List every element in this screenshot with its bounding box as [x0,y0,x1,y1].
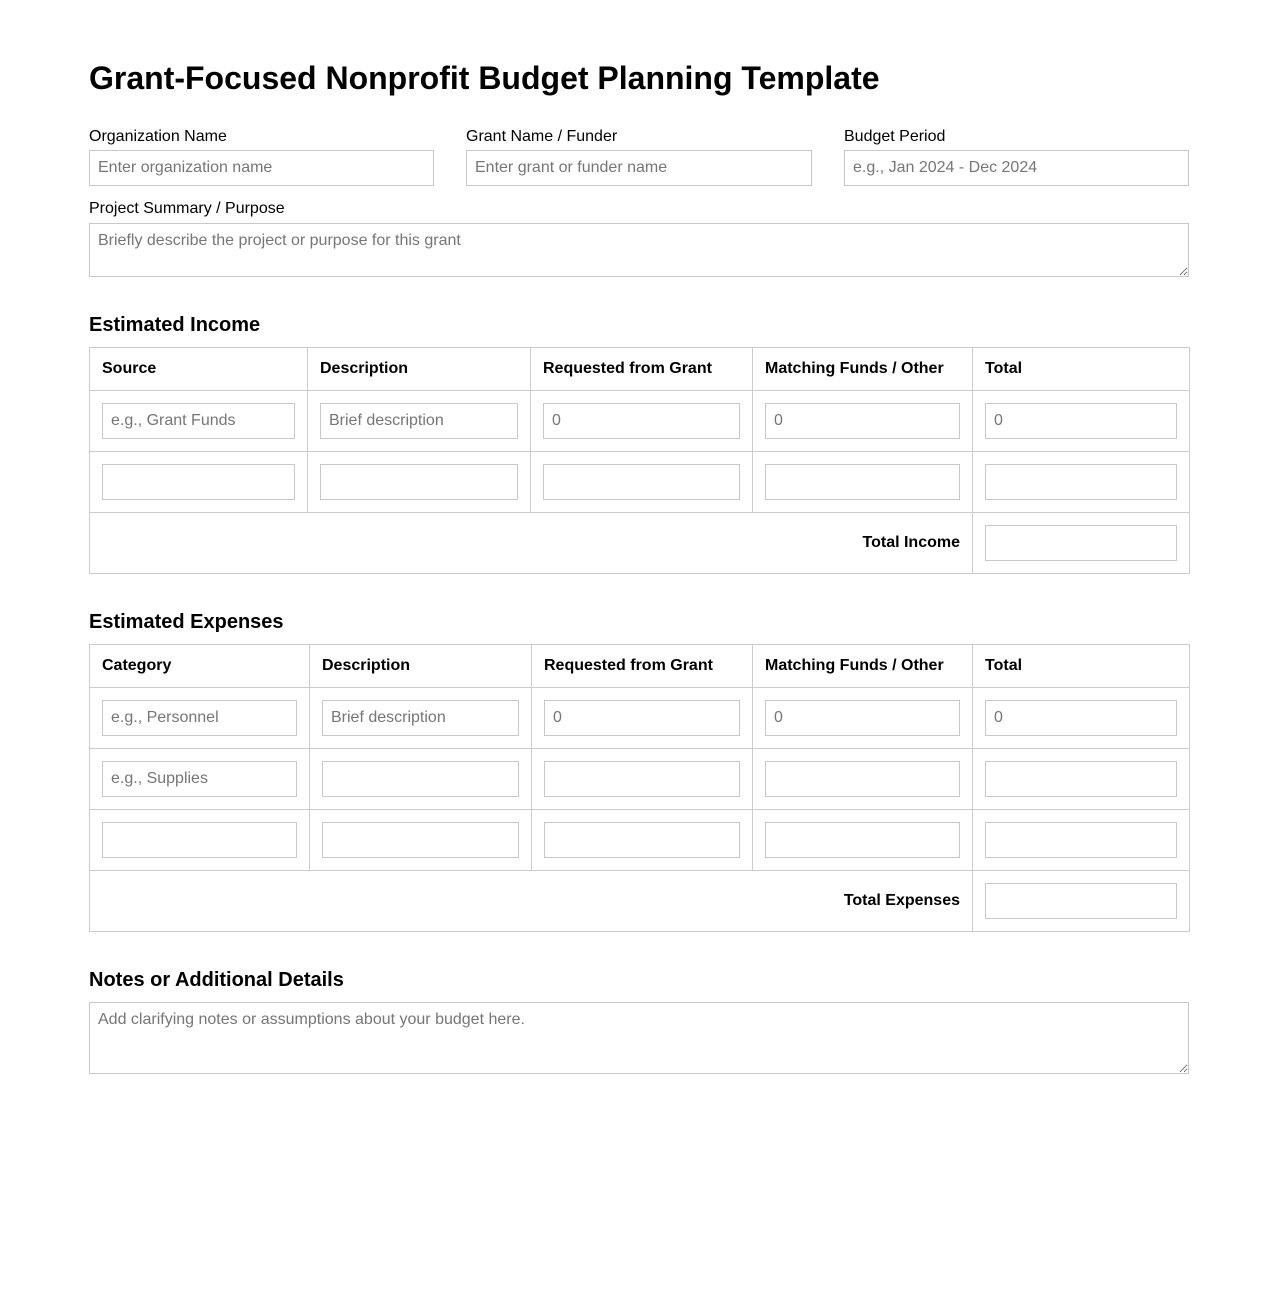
income-total-input[interactable] [985,464,1177,500]
income-matching-input[interactable] [765,464,960,500]
income-col-description: Description [308,348,531,391]
total-expenses-input[interactable] [985,883,1177,919]
expense-description-input[interactable] [322,822,519,858]
expense-total-input[interactable] [985,822,1177,858]
expense-category-input[interactable] [102,700,297,736]
total-income-label: Total Income [90,513,973,574]
expenses-col-description: Description [310,645,532,688]
income-total-input[interactable] [985,403,1177,439]
expense-requested-input[interactable] [544,761,740,797]
grant-name-input[interactable] [466,150,812,186]
page-title: Grant-Focused Nonprofit Budget Planning Template [89,60,880,96]
expense-total-input[interactable] [985,700,1177,736]
expense-matching-input[interactable] [765,761,960,797]
expense-row [90,688,1190,749]
income-description-input[interactable] [320,464,518,500]
project-summary-textarea[interactable] [89,223,1189,277]
expense-row [90,810,1190,871]
total-expenses-label: Total Expenses [90,871,973,932]
expenses-col-matching: Matching Funds / Other [753,645,973,688]
income-requested-input[interactable] [543,464,740,500]
income-col-requested: Requested from Grant [531,348,753,391]
expenses-col-total: Total [973,645,1190,688]
expense-description-input[interactable] [322,761,519,797]
income-row [90,452,1190,513]
notes-textarea[interactable] [89,1002,1189,1074]
income-description-input[interactable] [320,403,518,439]
expense-requested-input[interactable] [544,700,740,736]
income-col-matching: Matching Funds / Other [753,348,973,391]
expenses-heading: Estimated Expenses [89,611,284,633]
income-row [90,391,1190,452]
expense-matching-input[interactable] [765,700,960,736]
project-summary-label: Project Summary / Purpose [89,200,285,217]
expense-category-input[interactable] [102,761,297,797]
expenses-total-row [90,871,1190,932]
organization-name-input[interactable] [89,150,434,186]
expense-description-input[interactable] [322,700,519,736]
grant-name-label: Grant Name / Funder [466,128,618,145]
expense-total-input[interactable] [985,761,1177,797]
expense-row [90,749,1190,810]
expense-category-input[interactable] [102,822,297,858]
expense-matching-input[interactable] [765,822,960,858]
income-matching-input[interactable] [765,403,960,439]
total-income-input[interactable] [985,525,1177,561]
income-heading: Estimated Income [89,314,261,336]
income-col-total: Total [973,348,1190,391]
expenses-col-requested: Requested from Grant [532,645,753,688]
notes-heading: Notes or Additional Details [89,969,344,991]
income-source-input[interactable] [102,464,295,500]
income-col-source: Source [90,348,308,391]
organization-name-label: Organization Name [89,128,227,145]
expenses-table [89,644,1190,932]
income-total-row [90,513,1190,574]
income-table [89,347,1190,574]
income-header-row [90,348,1190,391]
expenses-col-category: Category [90,645,310,688]
expense-requested-input[interactable] [544,822,740,858]
income-source-input[interactable] [102,403,295,439]
income-requested-input[interactable] [543,403,740,439]
expenses-header-row [90,645,1190,688]
budget-period-input[interactable] [844,150,1189,186]
budget-period-label: Budget Period [844,128,946,145]
